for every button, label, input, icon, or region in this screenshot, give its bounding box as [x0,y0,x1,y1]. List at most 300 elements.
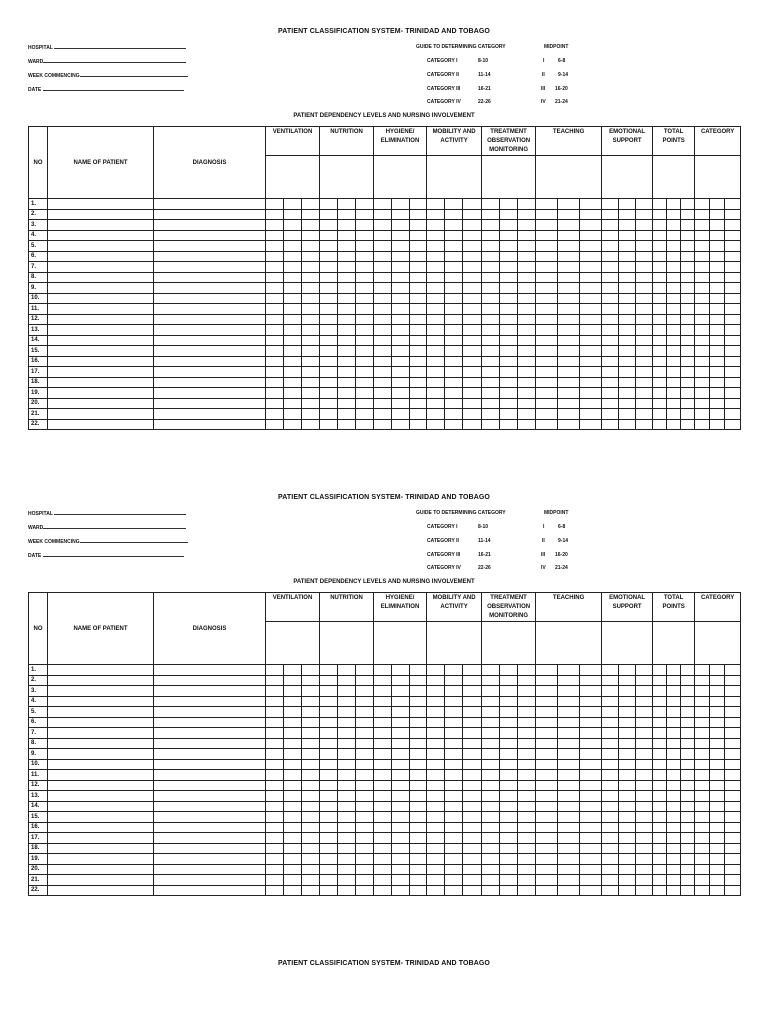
score-cell[interactable] [463,325,482,336]
score-cell[interactable] [710,230,725,241]
score-cell[interactable] [320,749,338,760]
score-cell[interactable] [302,272,320,283]
score-cell[interactable] [636,864,653,875]
score-cell[interactable] [667,220,681,231]
score-cell[interactable] [725,875,741,886]
score-cell[interactable] [392,812,410,823]
score-cell[interactable] [338,696,356,707]
score-cell[interactable] [580,843,602,854]
score-cell[interactable] [392,293,410,304]
score-cell[interactable] [392,759,410,770]
score-cell[interactable] [695,843,710,854]
score-cell[interactable] [653,220,667,231]
score-cell[interactable] [636,770,653,781]
score-cell[interactable] [284,675,302,686]
score-cell[interactable] [338,780,356,791]
score-cell[interactable] [320,304,338,315]
score-cell[interactable] [410,388,427,399]
score-cell[interactable] [725,325,741,336]
score-cell[interactable] [284,770,302,781]
score-cell[interactable] [338,822,356,833]
score-cell[interactable] [500,209,518,220]
score-cell[interactable] [695,230,710,241]
score-cell[interactable] [374,241,392,252]
score-cell[interactable] [463,864,482,875]
score-cell[interactable] [284,293,302,304]
score-cell[interactable] [518,304,536,315]
score-cell[interactable] [558,686,580,697]
score-cell[interactable] [320,696,338,707]
score-cell[interactable] [320,833,338,844]
score-cell[interactable] [410,367,427,378]
diagnosis-cell[interactable] [154,780,266,791]
score-cell[interactable] [710,251,725,262]
score-cell[interactable] [653,707,667,718]
score-cell[interactable] [302,209,320,220]
score-cell[interactable] [374,388,392,399]
score-cell[interactable] [482,843,500,854]
patient-name-cell[interactable] [48,325,154,336]
score-cell[interactable] [518,759,536,770]
score-cell[interactable] [356,356,374,367]
score-cell[interactable] [302,377,320,388]
score-cell[interactable] [653,230,667,241]
score-cell[interactable] [619,356,636,367]
score-cell[interactable] [653,696,667,707]
score-cell[interactable] [445,675,463,686]
score-cell[interactable] [500,686,518,697]
score-cell[interactable] [302,707,320,718]
score-cell[interactable] [710,854,725,865]
score-cell[interactable] [392,325,410,336]
score-cell[interactable] [695,241,710,252]
score-cell[interactable] [636,409,653,420]
score-cell[interactable] [725,409,741,420]
score-cell[interactable] [410,885,427,896]
score-cell[interactable] [374,833,392,844]
score-cell[interactable] [302,262,320,273]
score-cell[interactable] [427,398,445,409]
score-cell[interactable] [725,283,741,294]
score-cell[interactable] [725,388,741,399]
score-cell[interactable] [445,272,463,283]
score-cell[interactable] [558,398,580,409]
score-cell[interactable] [463,346,482,357]
score-cell[interactable] [463,822,482,833]
score-cell[interactable] [536,738,558,749]
score-cell[interactable] [320,388,338,399]
score-cell[interactable] [653,738,667,749]
score-cell[interactable] [558,875,580,886]
score-cell[interactable] [536,199,558,210]
score-cell[interactable] [302,230,320,241]
score-cell[interactable] [602,220,619,231]
score-cell[interactable] [338,419,356,430]
score-cell[interactable] [374,209,392,220]
score-cell[interactable] [636,885,653,896]
score-cell[interactable] [602,749,619,760]
score-cell[interactable] [356,833,374,844]
score-cell[interactable] [518,707,536,718]
score-cell[interactable] [619,801,636,812]
score-cell[interactable] [320,335,338,346]
score-cell[interactable] [445,251,463,262]
score-cell[interactable] [356,885,374,896]
score-cell[interactable] [536,749,558,760]
score-cell[interactable] [695,885,710,896]
score-cell[interactable] [695,717,710,728]
score-cell[interactable] [482,885,500,896]
score-cell[interactable] [320,398,338,409]
score-cell[interactable] [558,419,580,430]
score-cell[interactable] [356,770,374,781]
score-cell[interactable] [695,262,710,273]
score-cell[interactable] [667,419,681,430]
score-cell[interactable] [695,696,710,707]
score-cell[interactable] [725,780,741,791]
score-cell[interactable] [580,822,602,833]
score-cell[interactable] [710,738,725,749]
score-cell[interactable] [338,325,356,336]
score-cell[interactable] [445,314,463,325]
score-cell[interactable] [302,822,320,833]
score-cell[interactable] [695,759,710,770]
score-cell[interactable] [356,251,374,262]
score-cell[interactable] [284,665,302,676]
score-cell[interactable] [536,780,558,791]
diagnosis-cell[interactable] [154,801,266,812]
score-cell[interactable] [536,283,558,294]
score-cell[interactable] [500,346,518,357]
score-cell[interactable] [667,356,681,367]
score-cell[interactable] [356,335,374,346]
score-cell[interactable] [681,801,695,812]
score-cell[interactable] [695,335,710,346]
score-cell[interactable] [602,241,619,252]
diagnosis-cell[interactable] [154,738,266,749]
score-cell[interactable] [410,283,427,294]
score-cell[interactable] [392,686,410,697]
patient-name-cell[interactable] [48,749,154,760]
score-cell[interactable] [374,314,392,325]
score-cell[interactable] [518,419,536,430]
score-cell[interactable] [500,367,518,378]
patient-name-cell[interactable] [48,251,154,262]
score-cell[interactable] [427,864,445,875]
score-cell[interactable] [619,885,636,896]
score-cell[interactable] [580,717,602,728]
score-cell[interactable] [463,356,482,367]
score-cell[interactable] [695,314,710,325]
patient-name-cell[interactable] [48,707,154,718]
score-cell[interactable] [602,209,619,220]
score-cell[interactable] [536,843,558,854]
score-cell[interactable] [667,199,681,210]
score-cell[interactable] [681,728,695,739]
score-cell[interactable] [695,325,710,336]
score-cell[interactable] [374,293,392,304]
score-cell[interactable] [284,398,302,409]
score-cell[interactable] [266,843,284,854]
score-cell[interactable] [681,780,695,791]
score-cell[interactable] [410,398,427,409]
patient-name-cell[interactable] [48,209,154,220]
score-cell[interactable] [427,780,445,791]
score-cell[interactable] [681,346,695,357]
score-cell[interactable] [518,843,536,854]
score-cell[interactable] [667,770,681,781]
score-cell[interactable] [725,770,741,781]
score-cell[interactable] [463,875,482,886]
score-cell[interactable] [266,885,284,896]
score-cell[interactable] [636,707,653,718]
score-cell[interactable] [482,686,500,697]
score-cell[interactable] [356,780,374,791]
score-cell[interactable] [695,209,710,220]
score-cell[interactable] [320,843,338,854]
score-cell[interactable] [602,812,619,823]
score-cell[interactable] [500,304,518,315]
score-cell[interactable] [284,335,302,346]
score-cell[interactable] [518,665,536,676]
score-cell[interactable] [427,419,445,430]
score-cell[interactable] [653,801,667,812]
score-cell[interactable] [580,675,602,686]
score-cell[interactable] [636,220,653,231]
score-cell[interactable] [463,209,482,220]
diagnosis-cell[interactable] [154,377,266,388]
score-cell[interactable] [427,251,445,262]
score-cell[interactable] [302,728,320,739]
score-cell[interactable] [445,356,463,367]
score-cell[interactable] [602,262,619,273]
score-cell[interactable] [653,749,667,760]
diagnosis-cell[interactable] [154,388,266,399]
score-cell[interactable] [482,398,500,409]
score-cell[interactable] [653,675,667,686]
score-cell[interactable] [284,220,302,231]
diagnosis-cell[interactable] [154,335,266,346]
patient-name-cell[interactable] [48,304,154,315]
score-cell[interactable] [266,759,284,770]
score-cell[interactable] [725,665,741,676]
score-cell[interactable] [558,346,580,357]
patient-name-cell[interactable] [48,812,154,823]
score-cell[interactable] [463,780,482,791]
diagnosis-cell[interactable] [154,875,266,886]
score-cell[interactable] [710,335,725,346]
patient-name-cell[interactable] [48,377,154,388]
score-cell[interactable] [302,367,320,378]
patient-name-cell[interactable] [48,738,154,749]
score-cell[interactable] [725,335,741,346]
score-cell[interactable] [602,770,619,781]
score-cell[interactable] [619,272,636,283]
score-cell[interactable] [619,791,636,802]
score-cell[interactable] [374,738,392,749]
score-cell[interactable] [463,770,482,781]
score-cell[interactable] [482,780,500,791]
score-cell[interactable] [710,220,725,231]
score-cell[interactable] [536,262,558,273]
patient-name-cell[interactable] [48,686,154,697]
score-cell[interactable] [463,220,482,231]
score-cell[interactable] [482,272,500,283]
score-cell[interactable] [463,398,482,409]
score-cell[interactable] [580,367,602,378]
score-cell[interactable] [500,293,518,304]
score-cell[interactable] [619,707,636,718]
score-cell[interactable] [302,356,320,367]
diagnosis-cell[interactable] [154,717,266,728]
score-cell[interactable] [536,398,558,409]
score-cell[interactable] [374,843,392,854]
score-cell[interactable] [580,686,602,697]
score-cell[interactable] [392,749,410,760]
score-cell[interactable] [636,665,653,676]
score-cell[interactable] [392,875,410,886]
score-cell[interactable] [536,675,558,686]
score-cell[interactable] [392,199,410,210]
score-cell[interactable] [710,262,725,273]
score-cell[interactable] [681,398,695,409]
score-cell[interactable] [536,801,558,812]
score-cell[interactable] [725,812,741,823]
score-cell[interactable] [710,749,725,760]
score-cell[interactable] [482,325,500,336]
score-cell[interactable] [338,272,356,283]
score-cell[interactable] [536,335,558,346]
score-cell[interactable] [695,346,710,357]
score-cell[interactable] [266,356,284,367]
score-cell[interactable] [374,875,392,886]
score-cell[interactable] [284,262,302,273]
score-cell[interactable] [302,675,320,686]
score-cell[interactable] [445,812,463,823]
score-cell[interactable] [356,220,374,231]
score-cell[interactable] [636,728,653,739]
score-cell[interactable] [580,749,602,760]
patient-name-cell[interactable] [48,346,154,357]
score-cell[interactable] [636,686,653,697]
score-cell[interactable] [338,230,356,241]
diagnosis-cell[interactable] [154,272,266,283]
diagnosis-cell[interactable] [154,707,266,718]
score-cell[interactable] [266,262,284,273]
score-cell[interactable] [266,854,284,865]
score-cell[interactable] [500,717,518,728]
score-cell[interactable] [725,759,741,770]
score-cell[interactable] [482,707,500,718]
score-cell[interactable] [667,749,681,760]
score-cell[interactable] [392,843,410,854]
score-cell[interactable] [653,346,667,357]
score-cell[interactable] [695,398,710,409]
score-cell[interactable] [463,801,482,812]
score-cell[interactable] [602,335,619,346]
score-cell[interactable] [410,346,427,357]
score-cell[interactable] [695,367,710,378]
score-cell[interactable] [667,283,681,294]
score-cell[interactable] [602,780,619,791]
score-cell[interactable] [558,314,580,325]
score-cell[interactable] [518,875,536,886]
score-cell[interactable] [667,388,681,399]
score-cell[interactable] [602,759,619,770]
score-cell[interactable] [619,812,636,823]
patient-name-cell[interactable] [48,356,154,367]
score-cell[interactable] [580,314,602,325]
score-cell[interactable] [463,885,482,896]
score-cell[interactable] [653,864,667,875]
score-cell[interactable] [427,304,445,315]
score-cell[interactable] [518,738,536,749]
score-cell[interactable] [320,770,338,781]
score-cell[interactable] [482,419,500,430]
score-cell[interactable] [482,304,500,315]
score-cell[interactable] [338,262,356,273]
score-cell[interactable] [392,801,410,812]
score-cell[interactable] [536,875,558,886]
score-cell[interactable] [636,833,653,844]
score-cell[interactable] [338,209,356,220]
score-cell[interactable] [374,346,392,357]
score-cell[interactable] [427,356,445,367]
score-cell[interactable] [518,791,536,802]
score-cell[interactable] [536,791,558,802]
date-field[interactable] [28,552,184,559]
score-cell[interactable] [482,377,500,388]
score-cell[interactable] [725,262,741,273]
score-cell[interactable] [410,335,427,346]
score-cell[interactable] [427,209,445,220]
score-cell[interactable] [410,707,427,718]
score-cell[interactable] [536,707,558,718]
score-cell[interactable] [558,833,580,844]
score-cell[interactable] [558,241,580,252]
score-cell[interactable] [410,304,427,315]
score-cell[interactable] [602,875,619,886]
patient-name-cell[interactable] [48,398,154,409]
score-cell[interactable] [602,675,619,686]
score-cell[interactable] [518,749,536,760]
score-cell[interactable] [602,283,619,294]
score-cell[interactable] [302,864,320,875]
score-cell[interactable] [338,251,356,262]
score-cell[interactable] [284,272,302,283]
diagnosis-cell[interactable] [154,209,266,220]
score-cell[interactable] [427,822,445,833]
score-cell[interactable] [410,812,427,823]
score-cell[interactable] [445,665,463,676]
score-cell[interactable] [445,728,463,739]
score-cell[interactable] [320,759,338,770]
score-cell[interactable] [710,780,725,791]
score-cell[interactable] [463,388,482,399]
score-cell[interactable] [653,419,667,430]
week-commencing-field[interactable] [28,72,188,79]
score-cell[interactable] [580,696,602,707]
score-cell[interactable] [482,864,500,875]
score-cell[interactable] [356,696,374,707]
score-cell[interactable] [266,822,284,833]
score-cell[interactable] [619,367,636,378]
score-cell[interactable] [392,346,410,357]
patient-name-cell[interactable] [48,759,154,770]
score-cell[interactable] [518,367,536,378]
score-cell[interactable] [725,209,741,220]
score-cell[interactable] [619,325,636,336]
